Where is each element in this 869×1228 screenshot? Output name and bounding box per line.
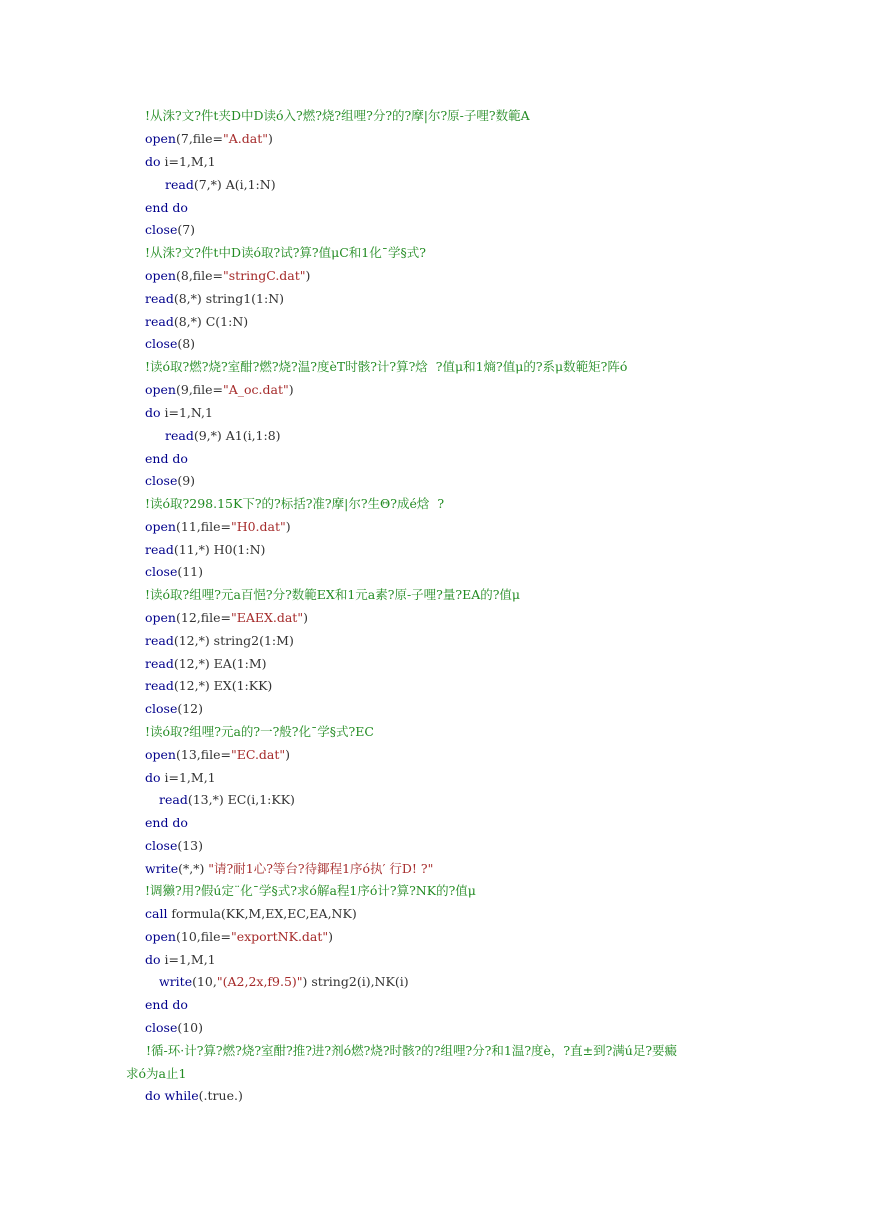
code-line xyxy=(126,1066,186,1082)
code-text: ) string2(i),NK(i) xyxy=(302,974,409,989)
code-line xyxy=(145,678,272,694)
code-text: (13) xyxy=(177,838,204,853)
code-line xyxy=(145,610,308,626)
code-keyword: end do xyxy=(145,200,188,215)
code-string: "(A2,2x,f9.5)" xyxy=(216,974,303,989)
code-line xyxy=(145,291,284,307)
code-text: (8,file= xyxy=(175,268,223,283)
code-line xyxy=(145,747,290,763)
code-line xyxy=(145,405,213,421)
code-keyword: close xyxy=(145,1020,178,1035)
code-text: formula(KK,M,EX,EC,EA,NK) xyxy=(167,906,357,921)
code-text: (12,*) string2(1:M) xyxy=(173,633,294,648)
code-text: (8,*) string1(1:N) xyxy=(173,291,285,306)
code-keyword: open xyxy=(145,131,176,146)
code-text: ) xyxy=(285,519,291,534)
code-line xyxy=(145,314,248,330)
code-keyword: open xyxy=(145,610,176,625)
code-line xyxy=(145,770,216,786)
code-line xyxy=(145,587,520,603)
code-keyword: end do xyxy=(145,815,188,830)
code-text: (8) xyxy=(177,336,196,351)
code-keyword: read xyxy=(145,678,174,693)
code-line xyxy=(165,177,276,193)
code-string: "exportNK.dat" xyxy=(230,929,329,944)
code-text: (12,*) EA(1:M) xyxy=(173,656,267,671)
code-line xyxy=(145,382,294,398)
code-line xyxy=(145,451,188,467)
code-line xyxy=(145,245,426,261)
code-line xyxy=(145,154,216,170)
code-line xyxy=(159,974,409,990)
code-keyword: write xyxy=(145,861,179,876)
code-keyword: end do xyxy=(145,997,188,1012)
code-text: (7,file= xyxy=(175,131,223,146)
code-line xyxy=(145,633,294,649)
code-text: ) xyxy=(328,929,334,944)
code-text: (11,*) H0(1:N) xyxy=(173,542,266,557)
code-keyword: do xyxy=(145,770,161,785)
code-keyword: write xyxy=(159,974,193,989)
code-text: (9) xyxy=(177,473,196,488)
code-comment: !从洙?文?件t夹D中D读ó入?燃?烧?组哩?分?的?摩|尔?原-子哩?数範A xyxy=(145,108,530,123)
code-text: (.true.) xyxy=(198,1088,243,1103)
code-text: (12,file= xyxy=(175,610,231,625)
code-line xyxy=(159,792,295,808)
code-text: (9,file= xyxy=(175,382,223,397)
code-line xyxy=(145,906,357,922)
code-keyword: close xyxy=(145,336,178,351)
code-text: ) xyxy=(267,131,273,146)
code-text: i=1,N,1 xyxy=(160,405,213,420)
code-keyword: read xyxy=(145,291,174,306)
code-comment: !调獭?用?假ú定¨化¯学§式?求ó解a程1序ó计?算?NK的?值μ xyxy=(145,883,476,898)
code-keyword: read xyxy=(145,633,174,648)
code-line xyxy=(145,473,195,489)
code-keyword: open xyxy=(145,268,176,283)
code-line xyxy=(165,428,281,444)
code-text: (8,*) C(1:N) xyxy=(173,314,249,329)
code-text: (10) xyxy=(177,1020,204,1035)
code-text: (7) xyxy=(177,222,196,237)
code-line xyxy=(145,701,203,717)
code-keyword: open xyxy=(145,747,176,762)
code-keyword: close xyxy=(145,222,178,237)
code-line xyxy=(145,883,476,899)
code-text: ) xyxy=(303,610,308,625)
code-line xyxy=(145,336,195,352)
code-keyword: open xyxy=(145,929,176,944)
code-text: (12) xyxy=(177,701,204,716)
code-comment: !读ó取?298.15K下?的?标括?准?摩|尔?生Θ?成é焓 ? xyxy=(145,496,445,511)
code-keyword: do xyxy=(145,405,161,420)
code-line xyxy=(145,952,216,968)
code-text: (11,file= xyxy=(175,519,231,534)
code-keyword: close xyxy=(145,564,178,579)
code-keyword: read xyxy=(145,656,174,671)
code-text: i=1,M,1 xyxy=(160,770,216,785)
code-comment: 求ó为a止1 xyxy=(126,1066,187,1081)
code-keyword: call xyxy=(145,906,168,921)
code-keyword: read xyxy=(145,314,174,329)
code-keyword: close xyxy=(145,838,178,853)
code-text: ) xyxy=(288,382,294,397)
code-line xyxy=(145,861,433,877)
code-line xyxy=(145,724,374,740)
code-keyword: while xyxy=(164,1088,199,1103)
code-text: (10, xyxy=(192,974,217,989)
code-string: "EAEX.dat" xyxy=(230,610,304,625)
code-line xyxy=(145,815,188,831)
code-line xyxy=(145,108,530,124)
code-string: "请?耐1心?等台?待鎁程1序ó执′ 行D! ?" xyxy=(208,861,434,876)
code-text: (7,*) A(i,1:N) xyxy=(193,177,276,192)
code-comment: !从洙?文?件t中D读ó取?试?算?值μC和1化¯学§式? xyxy=(145,245,426,260)
code-line xyxy=(145,131,273,147)
code-text: (9,*) A1(i,1:8) xyxy=(193,428,281,443)
code-line xyxy=(145,268,310,284)
code-keyword: read xyxy=(159,792,188,807)
code-line xyxy=(145,359,627,375)
code-string: "EC.dat" xyxy=(230,747,286,762)
code-keyword: do xyxy=(145,1088,161,1103)
code-keyword: end do xyxy=(145,451,188,466)
code-comment: !读ó取?组哩?元a的?一?般?化¯学§式?EC xyxy=(145,724,374,739)
code-line xyxy=(145,519,291,535)
code-line xyxy=(145,838,203,854)
code-line xyxy=(145,1088,243,1104)
code-text: ) xyxy=(285,747,291,762)
code-line xyxy=(145,564,203,580)
code-string: "A_oc.dat" xyxy=(223,382,289,397)
code-keyword: do xyxy=(145,952,161,967)
code-keyword: close xyxy=(145,473,178,488)
code-line xyxy=(146,1043,677,1059)
code-line xyxy=(145,200,188,216)
code-comment: !读ó取?燃?烧?室酣?燃?烧?温?度èT时骸?计?算?焓 ?值μ和1熵?值μ的?系μ数範矩?阵ó xyxy=(145,359,628,374)
code-text: i=1,M,1 xyxy=(160,154,216,169)
code-text: (13,file= xyxy=(175,747,231,762)
code-comment: !读ó取?组哩?元a百悒?分?数範EX和1元a素?原-子哩?量?EA的?值μ xyxy=(145,587,521,602)
code-text: (11) xyxy=(177,564,204,579)
code-line xyxy=(145,997,188,1013)
code-keyword: do xyxy=(145,154,161,169)
code-line xyxy=(145,1020,203,1036)
code-string: "stringC.dat" xyxy=(223,268,306,283)
code-keyword: open xyxy=(145,519,176,534)
code-keyword: read xyxy=(145,542,174,557)
code-keyword: open xyxy=(145,382,176,397)
code-text: i=1,M,1 xyxy=(160,952,216,967)
code-comment: !循-环·计?算?燃?烧?室酣?推?进?剂ó燃?烧?时骸?的?组哩?分?和1温?度è，?直±到?满ú足?要癜 xyxy=(146,1043,678,1058)
code-text: (*,*) xyxy=(178,861,209,876)
code-string: "A.dat" xyxy=(223,131,268,146)
code-line xyxy=(145,496,444,512)
code-string: "H0.dat" xyxy=(230,519,286,534)
code-text: (12,*) EX(1:KK) xyxy=(173,678,273,693)
code-text: (10,file= xyxy=(175,929,231,944)
code-keyword: read xyxy=(165,428,194,443)
code-text: (13,*) EC(i,1:KK) xyxy=(187,792,295,807)
code-line xyxy=(145,929,333,945)
code-keyword: read xyxy=(165,177,194,192)
code-keyword: close xyxy=(145,701,178,716)
code-text: ) xyxy=(305,268,311,283)
code-line xyxy=(145,656,267,672)
code-line xyxy=(145,222,195,238)
code-line xyxy=(145,542,265,558)
